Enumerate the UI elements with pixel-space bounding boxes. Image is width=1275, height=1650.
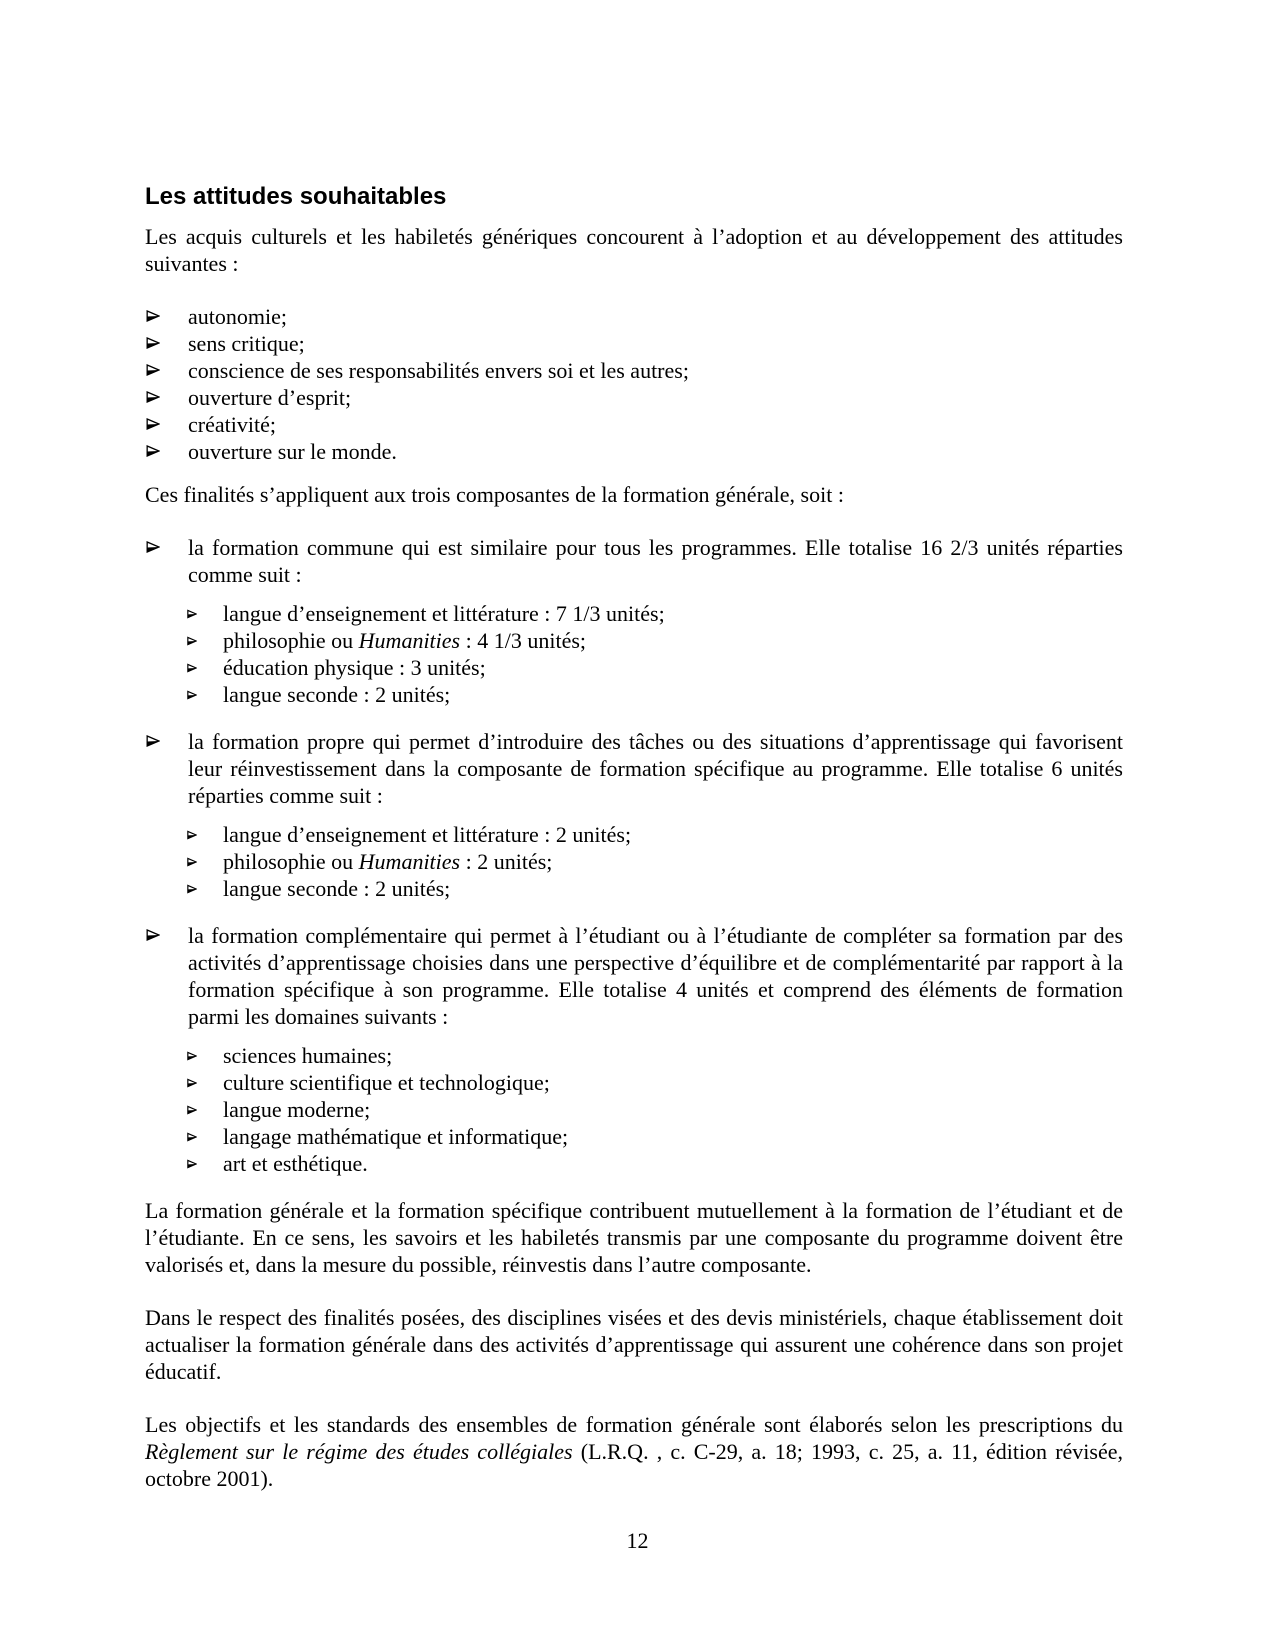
list-item: [145, 534, 1123, 588]
list-item-text: art et esthétique.: [223, 1151, 368, 1176]
list-item: [145, 627, 1123, 654]
arrow-bullet-icon: [187, 830, 197, 840]
list-item: [145, 922, 1123, 1030]
list-item: [145, 1150, 1123, 1177]
list-item: [145, 438, 1123, 465]
mutuelle-paragraph: La formation générale et la formation spécifique contribuent mutuellement à la formation de l’étudiant et de l’étudiante. En ce sens, les savoirs et les habiletés transmis par une composante du programme doivent être valorisés et, dans la mesure du possible, réinvestis dans l’autre composante.: [145, 1198, 1123, 1277]
list-item-text: autonomie;: [188, 304, 287, 329]
arrow-bullet-icon: [146, 390, 160, 404]
list-item: [145, 654, 1123, 681]
list-item: [145, 848, 1123, 875]
list-item-text: ouverture d’esprit;: [188, 385, 352, 410]
list-item: [145, 1042, 1123, 1069]
list-item-text: éducation physique : 3 unités;: [223, 655, 486, 680]
list-item-text: langage mathématique et informatique;: [223, 1124, 569, 1149]
list-item-text: langue d’enseignement et littérature : 2 unités;: [223, 822, 632, 847]
closing-text: Les objectifs et les standards des ensembles de formation générale sont élaborés selon les prescriptions du: [145, 1412, 1123, 1437]
list-item: [145, 1123, 1123, 1150]
list-item-text: la formation commune qui est similaire pour tous les programmes. Elle totalise 16 2/3 unités réparties comme suit :: [188, 535, 1123, 587]
closing-text-italic: Règlement sur le régime des études collégiales: [145, 1439, 573, 1464]
arrow-bullet-icon: [187, 636, 197, 646]
arrow-bullet-icon: [187, 663, 197, 673]
list-item-text: philosophie ou: [223, 628, 359, 653]
list-item: [145, 875, 1123, 902]
arrow-bullet-icon: [187, 609, 197, 619]
arrow-bullet-icon: [146, 540, 160, 554]
page-title: Les attitudes souhaitables: [145, 183, 447, 210]
finalites-paragraph: Ces finalités s’appliquent aux trois composantes de la formation générale, soit :: [145, 482, 844, 507]
list-item-text: langue seconde : 2 unités;: [223, 682, 451, 707]
list-item-text: ouverture sur le monde.: [188, 439, 397, 464]
arrow-bullet-icon: [146, 363, 160, 377]
list-item: [145, 681, 1123, 708]
list-item-text: sciences humaines;: [223, 1043, 393, 1068]
arrow-bullet-icon: [146, 444, 160, 458]
composante-propre: [145, 728, 1123, 902]
list-item-text-italic: Humanities: [358, 849, 461, 874]
arrow-bullet-icon: [187, 857, 197, 867]
arrow-bullet-icon: [146, 734, 160, 748]
list-item-text: langue seconde : 2 unités;: [223, 876, 451, 901]
list-item: [145, 821, 1123, 848]
list-item: [145, 384, 1123, 411]
arrow-bullet-icon: [187, 690, 197, 700]
sub-list: [145, 600, 1123, 708]
arrow-bullet-icon: [146, 928, 160, 942]
list-item-text: langue moderne;: [223, 1097, 371, 1122]
list-item-text: la formation complémentaire qui permet à l’étudiant ou à l’étudiante de compléter sa formation par des activités d’apprentissage choisies dans une perspective d’équilibre et de complémentarité par rapport à la formation spécifique à son programme. Elle totalise 4 unités et comprend des éléments de formation parmi les domaines suivants :: [188, 923, 1123, 1029]
attitudes-list: [145, 303, 1123, 465]
list-item-text: la formation propre qui permet d’introduire des tâches ou des situations d’apprentissage qui favorisent leur réinvestissement dans la composante de formation spécifique au programme. Elle totalise 6 unités réparties comme suit :: [188, 729, 1123, 808]
arrow-bullet-icon: [187, 1132, 197, 1142]
arrow-bullet-icon: [146, 417, 160, 431]
list-item: [145, 411, 1123, 438]
list-item: [145, 357, 1123, 384]
list-item-text: : 4 1/3 unités;: [460, 628, 587, 653]
list-item-text: créativité;: [188, 412, 276, 437]
list-item: [145, 1096, 1123, 1123]
sub-list: [145, 1042, 1123, 1177]
arrow-bullet-icon: [187, 1051, 197, 1061]
list-item: [145, 728, 1123, 809]
respect-paragraph: Dans le respect des finalités posées, des disciplines visées et des devis ministériels, chaque établissement doit actualiser la formation générale dans des activités d’apprentissage qui assurent une cohérence dans son projet éducatif.: [145, 1305, 1123, 1384]
sub-list: [145, 821, 1123, 902]
list-item: [145, 303, 1123, 330]
page-number: 12: [626, 1528, 649, 1553]
arrow-bullet-icon: [146, 336, 160, 350]
closing-paragraph: [145, 1411, 1123, 1492]
list-item: [145, 600, 1123, 627]
list-item-text: langue d’enseignement et littérature : 7 1/3 unités;: [223, 601, 665, 626]
list-item-text: : 2 unités;: [460, 849, 553, 874]
composante-commune: [145, 534, 1123, 708]
closing-text: (L.R.Q. , c. C-29, a. 18; 1993, c. 25, a. 11, édition révisée, octobre 2001).: [145, 1439, 1123, 1491]
list-item: [145, 1069, 1123, 1096]
arrow-bullet-icon: [146, 309, 160, 323]
arrow-bullet-icon: [187, 884, 197, 894]
arrow-bullet-icon: [187, 1159, 197, 1169]
list-item-text: philosophie ou: [223, 849, 359, 874]
list-item-text: culture scientifique et technologique;: [223, 1070, 550, 1095]
list-item-text: sens critique;: [188, 331, 305, 356]
arrow-bullet-icon: [187, 1105, 197, 1115]
list-item-text-italic: Humanities: [358, 628, 461, 653]
intro-paragraph: Les acquis culturels et les habiletés génériques concourent à l’adoption et au développement des attitudes suivantes :: [145, 224, 1123, 276]
list-item-text: conscience de ses responsabilités envers soi et les autres;: [188, 358, 689, 383]
list-item: [145, 330, 1123, 357]
arrow-bullet-icon: [187, 1078, 197, 1088]
composante-complementaire: [145, 922, 1123, 1177]
